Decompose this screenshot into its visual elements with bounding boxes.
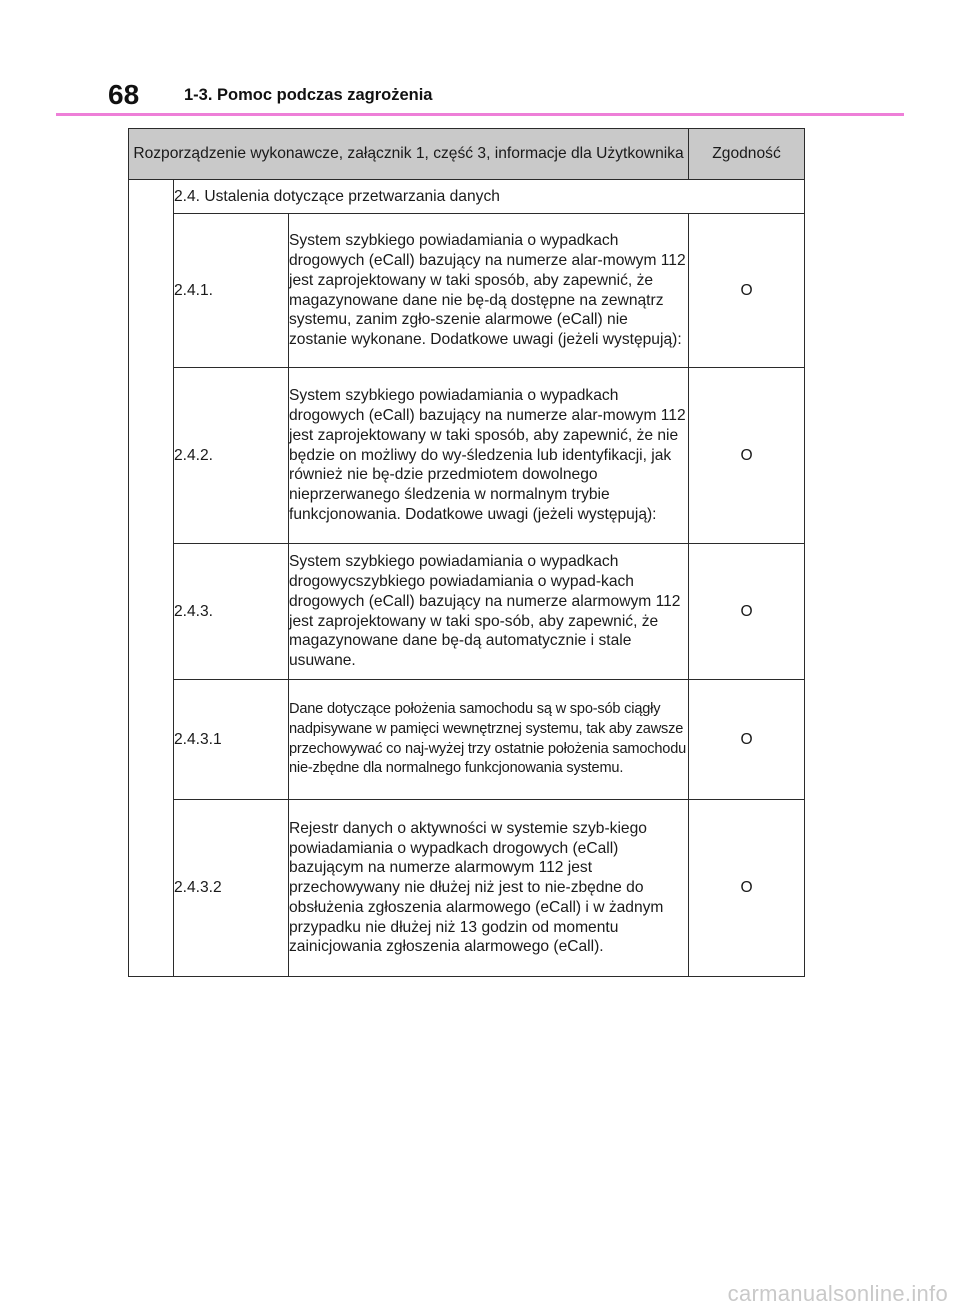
row-description: System szybkiego powiadamiania o wypadkach drogowych (eCall) bazujący na numerze alar-mowym 112 jest zaprojektowany w taki sposób, aby zapewnić, że magazynowane dane nie bę-dą dostępne na zewnątrz systemu, zanim zgło-szenie alarmowe (eCall) nie zostanie wykonane. Dodatkowe uwagi (jeżeli występują):: [289, 214, 689, 368]
row-description: System szybkiego powiadamiania o wypadkach drogowycszybkiego powiadamiania o wypad-kach drogowych (eCall) bazujący na numerze alarmowym 112 jest zaprojektowany w taki spo-sób, aby zapewnić, że magazynowane dane bę-dą automatycznie i stale usuwane.: [289, 544, 689, 680]
compliance-table: [128, 128, 805, 977]
row-number: 2.4.3.: [174, 544, 289, 680]
compliance-mark: O: [689, 214, 805, 368]
table-row: [129, 544, 805, 680]
table-header-row: [129, 129, 805, 180]
indent-cell: [129, 180, 174, 977]
section-title: 1-3. Pomoc podczas zagrożenia: [184, 85, 433, 104]
row-number: 2.4.3.2: [174, 800, 289, 977]
row-description: System szybkiego powiadamiania o wypadkach drogowych (eCall) bazujący na numerze alar-mowym 112 jest zaprojektowany w taki sposób, aby zapewnić, że nie będzie on możliwy do wy-śledzenia lub identyfikacji, jak również nie bę-dzie przedmiotem dowolnego nieprzerwanego śledzenia w normalnym trybie funkcjonowania. Dodatkowe uwagi (jeżeli występują):: [289, 368, 689, 544]
compliance-mark: O: [689, 368, 805, 544]
row-description: Dane dotyczące położenia samochodu są w spo-sób ciągły nadpisywane w pamięci wewnętrznej systemu, tak aby zawsze przechowywać co naj-wyżej trzy ostatnie położenia samochodu nie-zbędne dla normalnego funkcjonowania systemu.: [289, 680, 689, 800]
page-number: 68: [108, 79, 140, 110]
table-header-regulation: Rozporządzenie wykonawcze, załącznik 1, część 3, informacje dla Użytkownika: [129, 129, 689, 180]
row-description: Rejestr danych o aktywności w systemie szyb-kiego powiadamiania o wypadkach drogowych (eCall) bazującym na numerze alarmowym 112 jest przechowywany nie dłużej niż jest to nie-zbędne do obsłużenia zgłoszenia alarmowego (eCall) i w żadnym przypadku nie dłużej niż 13 godzin od momentu zainicjowania zgłoszenia alarmowego (eCall).: [289, 800, 689, 977]
table-header-compliance: Zgodność: [689, 129, 805, 180]
section-label: 2.4. Ustalenia dotyczące przetwarzania danych: [174, 180, 805, 214]
watermark: carmanualsonline.info: [727, 1281, 948, 1306]
table-row: [129, 214, 805, 368]
row-number: 2.4.1.: [174, 214, 289, 368]
table-row: [129, 368, 805, 544]
header-divider: [56, 113, 904, 116]
row-number: 2.4.3.1: [174, 680, 289, 800]
table-section-row: [129, 180, 805, 214]
compliance-mark: O: [689, 544, 805, 680]
table-row: [129, 800, 805, 977]
page-header: [108, 78, 432, 112]
table-row: [129, 680, 805, 800]
compliance-mark: O: [689, 800, 805, 977]
row-number: 2.4.2.: [174, 368, 289, 544]
compliance-mark: O: [689, 680, 805, 800]
